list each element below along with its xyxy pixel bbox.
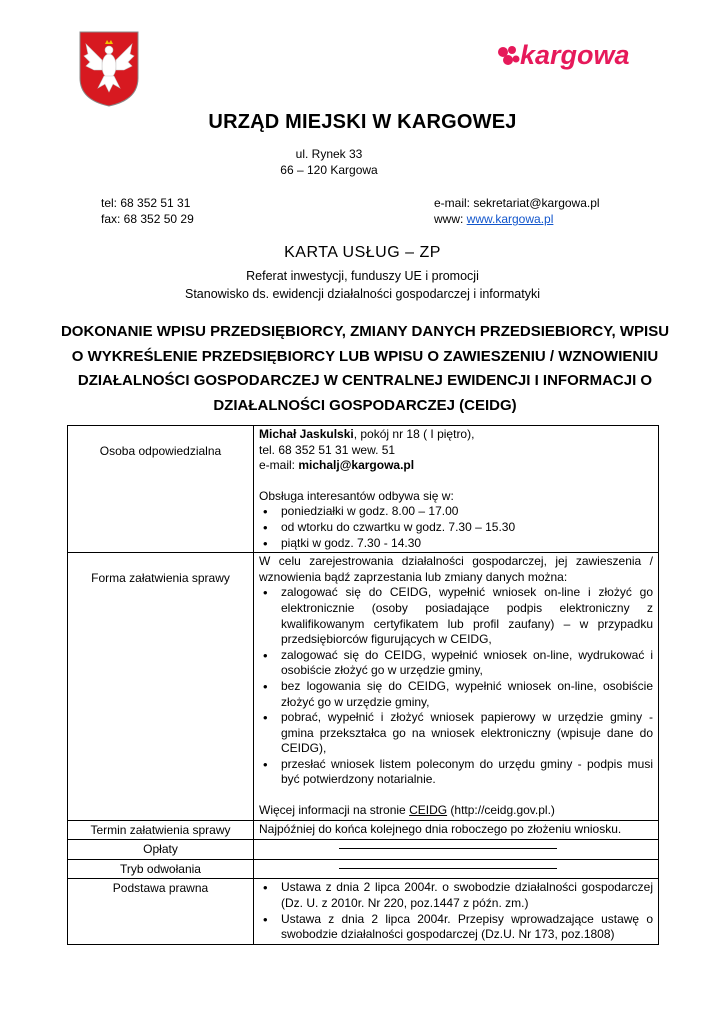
person-email-line	[259, 458, 653, 474]
row-label-responsible: Osoba odpowiedzialna	[68, 426, 254, 553]
appeal-value	[254, 859, 659, 879]
table-row	[68, 859, 659, 879]
service-details-table	[67, 425, 659, 945]
responsible-person-cell	[254, 426, 659, 553]
phone-number: tel: 68 352 51 31	[101, 196, 191, 210]
email-prefix: e-mail:	[259, 458, 299, 473]
website-link[interactable]: www.kargowa.pl	[466, 212, 554, 226]
list-item: • przesłać wniosek listem poleconym do urzędu gminy - podpis musi być potwierdzony notarialnie.	[281, 757, 653, 788]
list-item: • bez logowania się do CEIDG, wypełnić wniosek on-line, osobiście złożyć go w urzędzie gminy,	[281, 679, 653, 710]
person-email: michalj@kargowa.pl	[298, 458, 415, 473]
table-row	[68, 879, 659, 944]
service-card-title: KARTA USŁUG – ZP	[284, 244, 441, 261]
more-info-suffix: (http://ceidg.gov.pl.)	[447, 803, 555, 818]
website-label: www:	[434, 212, 467, 226]
list-item: • piątki w godz. 7.30 - 14.30	[281, 536, 653, 552]
row-label-appeal: Tryb odwołania	[68, 859, 254, 879]
person-name: Michał Jaskulski	[259, 427, 354, 441]
office-email: e-mail: sekretariat@kargowa.pl	[434, 196, 600, 210]
logo-wordmark: kargowa	[520, 40, 630, 70]
kargowa-logo	[495, 40, 630, 76]
list-item: • od wtorku do czwartku w godz. 7.30 – 15.30	[281, 520, 653, 536]
row-label-fees: Opłaty	[68, 840, 254, 860]
more-info-prefix: Więcej informacji na stronie	[259, 803, 410, 818]
list-item: • pobrać, wypełnić i złożyć wniosek papierowy w urzędzie gminy - gmina przekształca go na wniosek elektroniczny (wpisuje dane do CEIDG),	[281, 710, 653, 757]
position-name: Stanowisko ds. ewidencji działalności gospodarczej i informatyki	[184, 287, 541, 301]
page-title: URZĄD MIEJSKI W KARGOWEJ	[208, 111, 517, 133]
table-row	[68, 553, 659, 821]
list-item: • Ustawa z dnia 2 lipca 2004r. o swobodzie działalności gospodarczej (Dz. U. z 2010r. Nr 220, poz.1447 z późn. zm.)	[281, 880, 653, 911]
table-row	[68, 840, 659, 860]
list-item: • poniedziałki w godz. 8.00 – 17.00	[281, 504, 653, 520]
blank-line	[339, 848, 557, 849]
website-line	[434, 212, 553, 226]
row-label-legal-basis: Podstawa prawna	[68, 879, 254, 944]
legal-basis-list	[259, 880, 653, 942]
address-street: ul. Rynek 33	[295, 147, 363, 161]
coat-of-arms-image	[78, 30, 140, 108]
fees-value	[254, 840, 659, 860]
service-heading: DOKONANIE WPISU PRZEDSIĘBIORCY, ZMIANY DANYCH PRZEDSIEBIORCY, WPISU O WYKREŚLENIE PRZEDSIĘBIORCY LUB WPISU O ZAWIESZENIU / WZNOWIENIU DZIAŁALNOŚCI GOSPODARCZEJ W CENTRALNEJ EWIDENCJI I INFORMACJI O DZIAŁALNOŚCI GOSPODARCZEJ (CEIDG)	[60, 323, 670, 414]
list-item: • Ustawa z dnia 2 lipca 2004r. Przepisy wprowadzające ustawę o swobodzie działalności gospodarczej (Dz.U. Nr 173, poz.1808)	[281, 912, 653, 943]
legal-basis-cell	[254, 879, 659, 944]
more-info-line	[259, 803, 653, 819]
row-label-procedure: Forma załatwienia sprawy	[68, 553, 254, 821]
procedure-cell	[254, 553, 659, 821]
address-city: 66 – 120 Kargowa	[280, 163, 378, 177]
table-row	[68, 820, 659, 840]
row-label-deadline: Termin załatwienia sprawy	[68, 820, 254, 840]
hours-intro: Obsługa interesantów odbywa się w:	[259, 488, 454, 503]
deadline-value: Najpóźniej do końca kolejnego dnia roboczego po złożeniu wniosku.	[254, 820, 659, 840]
room-info: , pokój nr 18 ( I piętro),	[353, 427, 475, 441]
person-phone: tel. 68 352 51 31 wew. 51	[259, 442, 396, 457]
department-name: Referat inwestycji, funduszy UE i promocji	[246, 269, 479, 283]
fax-number: fax: 68 352 50 29	[101, 212, 194, 226]
blank-line	[339, 868, 557, 869]
procedure-intro: W celu zarejestrowania działalności gospodarczej, jej zawieszenia / wznowienia bądź zaprzestania lub zmiany danych można:	[259, 554, 653, 584]
ceidg-link[interactable]: CEIDG	[409, 803, 448, 818]
table-row	[68, 426, 659, 553]
list-item: • zalogować się do CEIDG, wypełnić wniosek on-line, wydrukować i osobiście złożyć go w urzędzie gminy,	[281, 648, 653, 679]
office-hours-list	[259, 504, 653, 551]
procedure-options-list	[259, 585, 653, 788]
list-item: • zalogować się do CEIDG, wypełnić wniosek on-line i złożyć go elektronicznie (osoby posiadające podpis elektroniczny z kwalifikowanym certyfikatem lub profil zaufany) – w przypadku przedsiębiorców figurujących w CEIDG,	[281, 585, 653, 647]
person-line	[259, 427, 653, 443]
